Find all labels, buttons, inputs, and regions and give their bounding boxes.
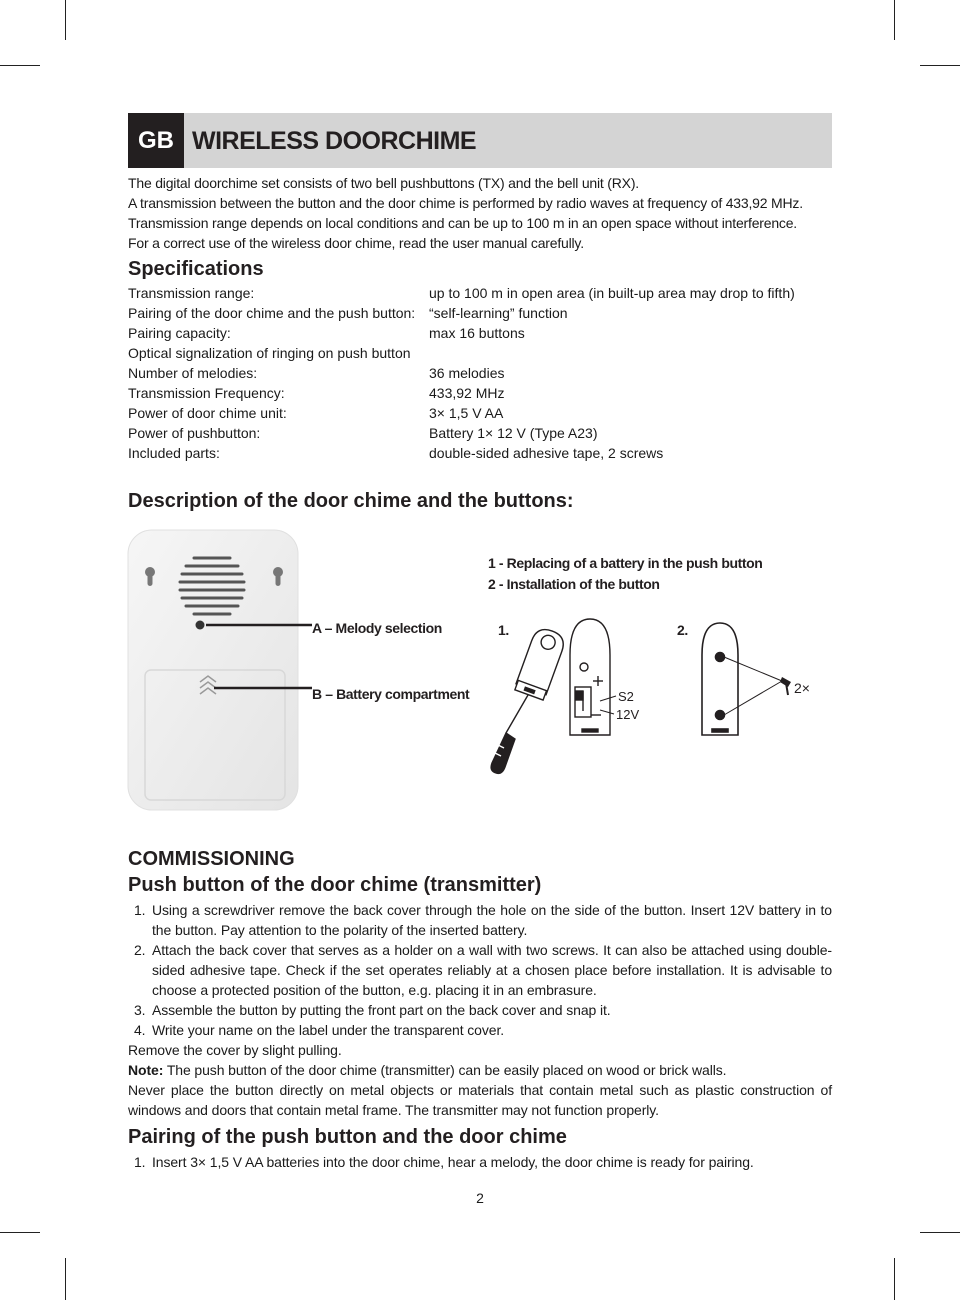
- crop-mark: [65, 1258, 66, 1300]
- screws-count-label: 2×: [794, 680, 810, 696]
- melody-selection-label: A – Melody selection: [312, 620, 442, 636]
- note-text: The push button of the door chime (transmitter) can be easily placed on wood or brick walls.: [163, 1062, 727, 1078]
- list-number: 2.: [134, 942, 146, 958]
- push-button-battery-figure: [478, 615, 658, 785]
- spec-key: Included parts:: [128, 445, 220, 461]
- spec-value: “self-learning” function: [429, 305, 568, 321]
- push-button-tilted: [514, 626, 567, 701]
- intro-line: For a correct use of the wireless door chime, read the user manual carefully.: [128, 235, 584, 251]
- leader-lines: [200, 615, 320, 695]
- list-item: [128, 1000, 832, 1020]
- spec-key: Pairing of the door chime and the push button:: [128, 305, 416, 321]
- spec-value: 3× 1,5 V AA: [429, 405, 504, 421]
- list-item: [128, 1020, 832, 1040]
- crop-mark: [920, 65, 960, 66]
- push-button-subheading: Push button of the door chime (transmitter): [128, 874, 542, 896]
- spec-key: Number of melodies:: [128, 365, 258, 381]
- s2-label: S2: [618, 689, 634, 704]
- list-item: [128, 940, 832, 1000]
- legend-item-1: 1 - Replacing of a battery in the push button: [488, 555, 763, 571]
- crop-mark: [894, 0, 895, 40]
- list-item: [128, 1152, 832, 1172]
- spec-key: Power of door chime unit:: [128, 405, 287, 421]
- battery-compartment-label: B – Battery compartment: [312, 686, 470, 702]
- warning-paragraph: Never place the button directly on metal objects or materials that contain metal such as plastic construction of windows and doors that contain metal frame. The transmitter may not function properly.: [128, 1082, 832, 1118]
- crop-mark: [65, 0, 66, 40]
- list-text: Attach the back cover that serves as a holder on a wall with two screws. It can also be attached using double-sided adhesive tape. Check if the set operates reliably at a chosen place before installation. It is advisable to choose a protected position of the button, e.g. placing it in an embrasure.: [152, 942, 832, 998]
- push-button-back-cover: [702, 623, 738, 735]
- list-number: 1.: [134, 1154, 146, 1170]
- intro-line: A transmission between the button and the door chime is performed by radio waves at frequency of 433,92 MHz.: [128, 195, 803, 211]
- crop-mark: [894, 1258, 895, 1300]
- list-number: 3.: [134, 1002, 146, 1018]
- figure-1-label: 1.: [498, 622, 509, 638]
- note-paragraph: [128, 1060, 832, 1080]
- push-button-open-back: [570, 619, 610, 735]
- legend-item-2: 2 - Installation of the button: [488, 576, 660, 592]
- page-number: 2: [476, 1190, 484, 1206]
- pairing-heading: Pairing of the push button and the door chime: [128, 1126, 567, 1148]
- spec-value: double-sided adhesive tape, 2 screws: [429, 445, 664, 461]
- list-number: 1.: [134, 902, 146, 918]
- list-text: Assemble the button by putting the front part on the back cover and snap it.: [152, 1002, 611, 1018]
- list-number: 4.: [134, 1022, 146, 1038]
- screw-icon: [780, 677, 791, 695]
- commissioning-heading: COMMISSIONING: [128, 848, 295, 870]
- spec-value: 433,92 MHz: [429, 385, 505, 401]
- note-label: Note:: [128, 1062, 164, 1078]
- list-text: Write your name on the label under the transparent cover.: [152, 1022, 505, 1038]
- language-badge: GB: [128, 113, 184, 168]
- figure-2-label: 2.: [677, 622, 688, 638]
- list-item: [128, 900, 832, 940]
- spec-key: Transmission range:: [128, 285, 255, 301]
- page-title: WIRELESS DOORCHIME: [192, 127, 477, 155]
- crop-mark: [0, 1232, 40, 1233]
- specifications-heading: Specifications: [128, 258, 264, 280]
- screwdriver-icon: [491, 695, 528, 773]
- list-text: Insert 3× 1,5 V AA batteries into the door chime, hear a melody, the door chime is ready for pairing.: [152, 1154, 754, 1170]
- spec-key: Transmission Frequency:: [128, 385, 285, 401]
- crop-mark: [920, 1232, 960, 1233]
- spec-value: up to 100 m in open area (in built-up area may drop to fifth): [429, 285, 795, 301]
- intro-line: Transmission range depends on local conditions and can be up to 100 m in an open space without interference.: [128, 215, 797, 231]
- intro-line: The digital doorchime set consists of two bell pushbuttons (TX) and the bell unit (RX).: [128, 175, 639, 191]
- spec-key: Power of pushbutton:: [128, 425, 261, 441]
- spec-key: Pairing capacity:: [128, 325, 231, 341]
- spec-value: 36 melodies: [429, 365, 505, 381]
- description-heading: Description of the door chime and the buttons:: [128, 490, 574, 512]
- spec-value: Battery 1× 12 V (Type A23): [429, 425, 598, 441]
- header-bar: [128, 113, 832, 168]
- list-text: Using a screwdriver remove the back cover through the hole on the side of the button. Insert 12V battery in to the button. Pay attention to the polarity of the inserted battery.: [152, 902, 832, 938]
- crop-mark: [0, 65, 40, 66]
- spec-key: Optical signalization of ringing on push button: [128, 345, 411, 361]
- push-button-installation-figure: [690, 615, 830, 745]
- remove-cover-text: Remove the cover by slight pulling.: [128, 1042, 342, 1058]
- spec-value: max 16 buttons: [429, 325, 525, 341]
- voltage-label: 12V: [616, 707, 640, 722]
